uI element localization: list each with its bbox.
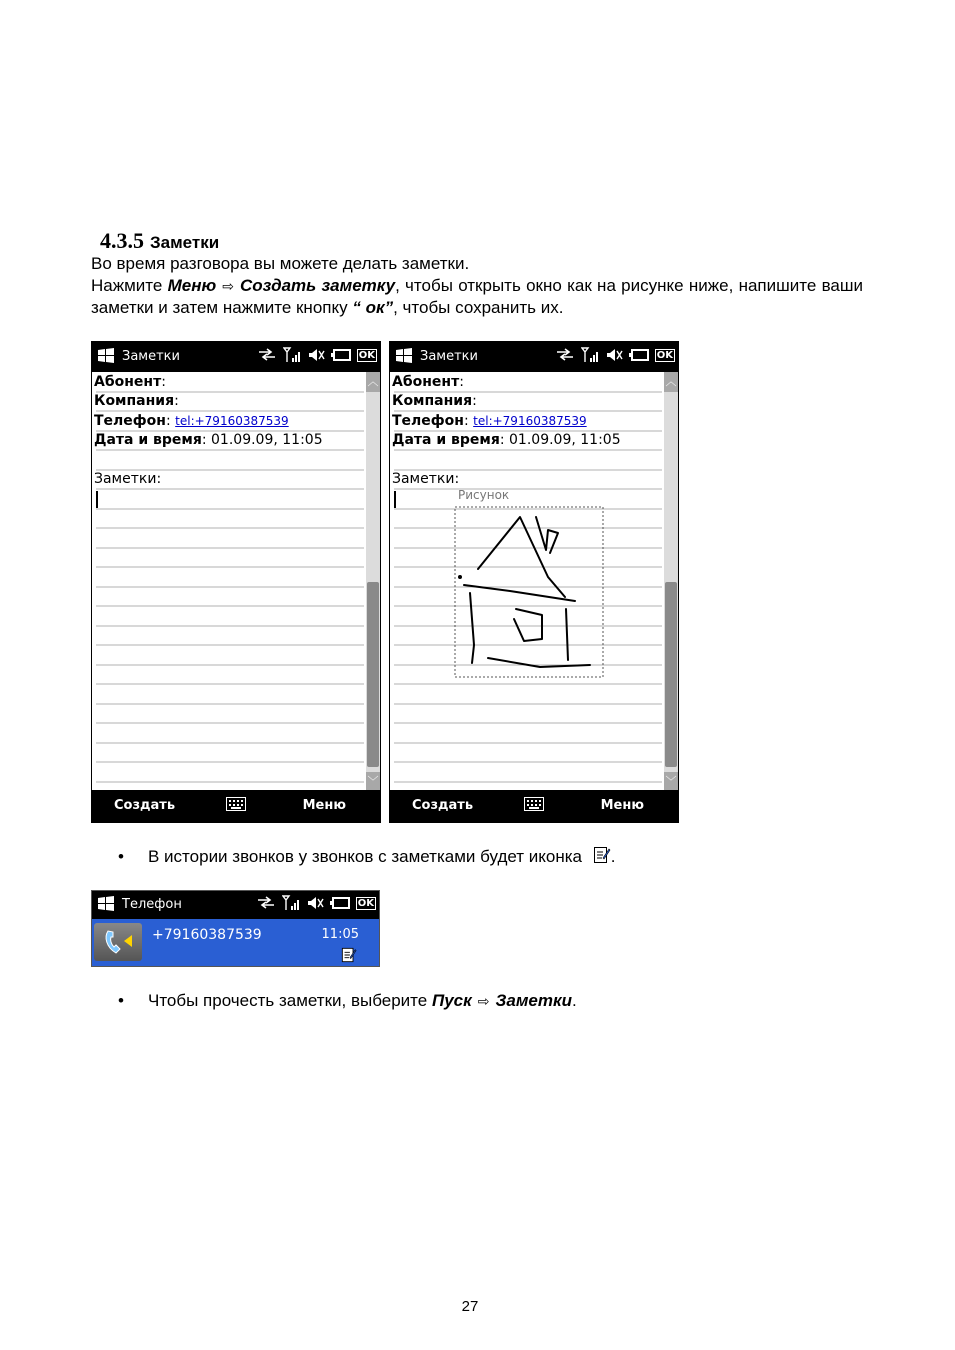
battery-icon: [330, 896, 350, 910]
window-title: Заметки: [420, 349, 478, 364]
company-row: [392, 393, 477, 409]
create-softkey[interactable]: Создать: [412, 798, 474, 813]
ok-ref: “ ок”: [352, 298, 394, 317]
colon: :: [201, 432, 207, 448]
bullet-dot: •: [118, 991, 124, 1010]
arrow-icon: ⇨: [222, 278, 234, 294]
menu-softkey[interactable]: Меню: [302, 798, 346, 813]
speaker-mute-icon: [605, 347, 623, 363]
intro-text: , чтобы сохранить их.: [393, 298, 564, 317]
note-content[interactable]: [390, 372, 664, 792]
datetime-value: 01.09.09, 11:05: [509, 432, 621, 448]
datetime-label: Дата и время: [392, 432, 500, 448]
create-softkey[interactable]: Создать: [114, 798, 176, 813]
ok-button[interactable]: OK: [358, 349, 375, 361]
subscriber-label: Абонент: [392, 374, 460, 390]
call-history-screen: [91, 890, 380, 967]
connectivity-icon: [256, 895, 276, 911]
bullet-end: .: [610, 847, 616, 866]
phone-link[interactable]: tel:+79160387539: [473, 414, 587, 428]
notes-row: [392, 471, 459, 487]
scroll-down-icon[interactable]: ﹀: [366, 772, 380, 792]
colon: :: [463, 413, 469, 429]
window-title: Заметки: [122, 349, 180, 364]
menu-ref: Меню: [167, 276, 217, 295]
house-drawing[interactable]: [450, 505, 610, 685]
arrow-icon: ⇨: [477, 993, 490, 1009]
notes-screen-drawing: [389, 341, 679, 823]
phone-row: [94, 413, 289, 429]
notes-row: [94, 471, 161, 487]
bullet-text: Чтобы прочесть заметки, выберите: [148, 991, 428, 1010]
datetime-row: [392, 432, 621, 448]
incoming-call-icon: [94, 923, 142, 961]
subscriber-label: Абонент: [94, 374, 162, 390]
section-heading: [100, 228, 219, 254]
menu-softkey[interactable]: Меню: [600, 798, 644, 813]
text-cursor: [96, 491, 98, 508]
title-bar: [92, 891, 379, 919]
battery-icon: [331, 348, 351, 362]
create-note-ref: Создать заметку: [239, 276, 396, 295]
connectivity-icon: [555, 347, 575, 363]
connectivity-icon: [257, 347, 277, 363]
intro-line1: Во время разговора вы можете делать заметки.: [91, 254, 470, 273]
colon: :: [472, 393, 477, 409]
datetime-value: 01.09.09, 11:05: [211, 432, 323, 448]
phone-row: [392, 413, 587, 429]
page-number: 27: [461, 1298, 479, 1315]
datetime-row: [94, 432, 323, 448]
intro-text: , чтобы открыть окно как на рисунке ниже, напишите ваши заметки и затем нажмите кнопку: [91, 276, 863, 317]
status-icons: [256, 895, 376, 911]
keyboard-icon[interactable]: [226, 797, 246, 815]
bullet-read-notes: [118, 991, 577, 1011]
colon: :: [161, 374, 166, 390]
caller-number: +79160387539: [152, 927, 262, 943]
scrollbar[interactable]: [366, 372, 380, 792]
windows-flag-icon[interactable]: [96, 348, 116, 368]
signal-icon: [282, 895, 300, 911]
window-title: Телефон: [122, 897, 182, 912]
bullet-call-history: [118, 846, 615, 867]
note-icon: [593, 846, 611, 864]
status-icons: [257, 347, 377, 363]
softkey-bar: [92, 790, 380, 822]
call-time: 11:05: [321, 927, 359, 942]
intro-paragraph: [91, 275, 863, 319]
phone-label: Телефон: [392, 413, 464, 429]
battery-icon: [629, 348, 649, 362]
subscriber-row: [94, 374, 166, 390]
bullet-end: .: [572, 991, 577, 1010]
windows-flag-icon[interactable]: [394, 348, 414, 368]
bullet-dot: •: [118, 847, 124, 866]
section-title: Заметки: [150, 233, 220, 252]
call-history-item[interactable]: [92, 919, 379, 967]
scroll-up-icon[interactable]: ︿: [664, 372, 678, 392]
notes-label: Заметки: [94, 471, 157, 487]
subscriber-row: [392, 374, 464, 390]
intro-text: Нажмите: [91, 276, 163, 295]
bullet-text: В истории звонков у звонков с заметками будет иконка: [148, 847, 582, 866]
text-cursor: [394, 491, 396, 508]
note-icon: [341, 947, 357, 963]
ok-button[interactable]: OK: [656, 349, 673, 361]
colon: :: [165, 413, 171, 429]
colon: :: [499, 432, 505, 448]
colon: :: [454, 471, 460, 487]
company-label: Компания: [392, 393, 473, 409]
speaker-mute-icon: [307, 347, 325, 363]
notes-label: Заметки: [392, 471, 455, 487]
drawing-label: Рисунок: [458, 488, 510, 502]
company-label: Компания: [94, 393, 175, 409]
phone-link[interactable]: tel:+79160387539: [175, 414, 289, 428]
signal-icon: [581, 347, 599, 363]
notes-screen-empty: [91, 341, 381, 823]
softkey-bar: [390, 790, 678, 822]
scroll-down-icon[interactable]: ﹀: [664, 772, 678, 792]
scroll-up-icon[interactable]: ︿: [366, 372, 380, 392]
scroll-thumb[interactable]: [367, 582, 379, 767]
section-number: 4.3.5: [100, 228, 144, 253]
keyboard-icon[interactable]: [524, 797, 544, 815]
note-content[interactable]: [92, 372, 366, 792]
windows-flag-icon[interactable]: [96, 896, 116, 916]
title-bar: [390, 342, 678, 372]
signal-icon: [283, 347, 301, 363]
company-row: [94, 393, 179, 409]
notes-ref: Заметки: [495, 991, 572, 1010]
status-icons: [555, 347, 675, 363]
ok-button[interactable]: OK: [357, 897, 374, 909]
scrollbar[interactable]: [664, 372, 678, 792]
colon: :: [156, 471, 162, 487]
phone-label: Телефон: [94, 413, 166, 429]
colon: :: [174, 393, 179, 409]
scroll-thumb[interactable]: [665, 582, 677, 767]
title-bar: [92, 342, 380, 372]
speaker-mute-icon: [306, 895, 324, 911]
colon: :: [459, 374, 464, 390]
start-ref: Пуск: [431, 991, 472, 1010]
datetime-label: Дата и время: [94, 432, 202, 448]
